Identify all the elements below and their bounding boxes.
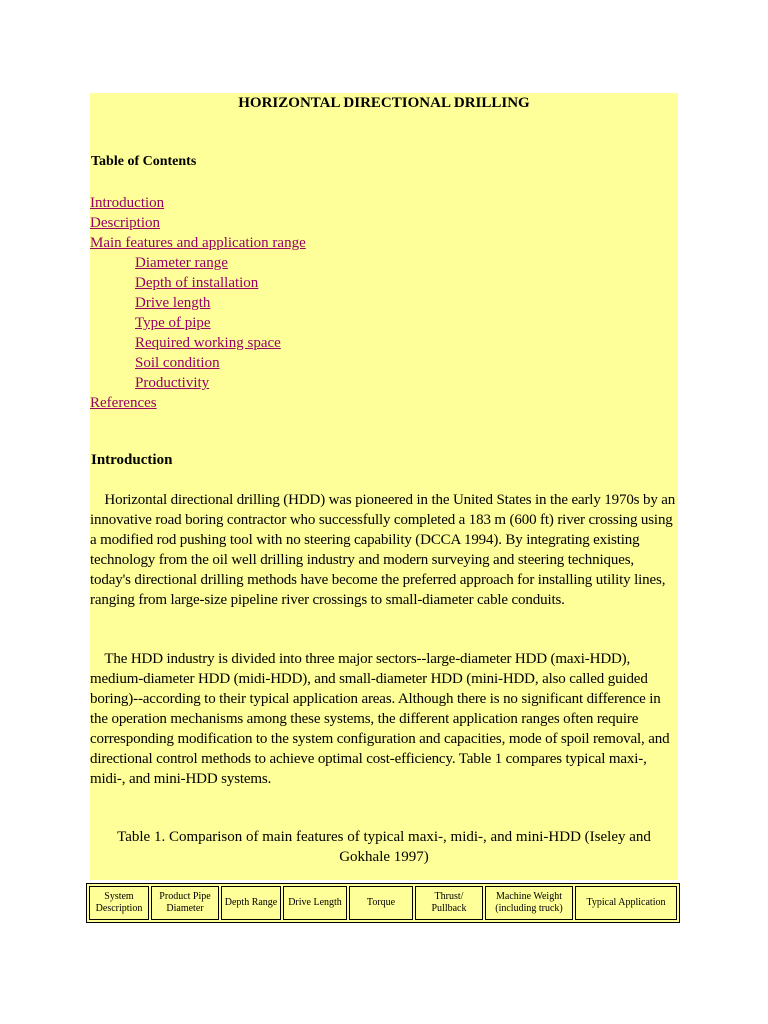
table-header-cell: Machine Weight (including truck) — [485, 886, 573, 920]
table-header-row — [89, 886, 677, 920]
document-page — [90, 93, 678, 880]
toc-link-drive-length[interactable]: Drive length — [135, 295, 211, 311]
paragraph-2-text: The HDD industry is divided into three major sectors--large-diameter HDD (maxi-HDD), medium-diameter HDD (midi-HDD), and small-diameter HDD (mini-HDD, also called guided boring)--according to their typical application areas. Although there is no significant difference in the operation mechanisms among these systems, the different application ranges often require corresponding modification to the system configuration and capacities, mode of spoil removal, and directional control methods to achieve optimal cost-efficiency. Table 1 compares typical maxi-, midi-, and mini-HDD systems. — [90, 651, 670, 787]
toc-link-depth-of-installation[interactable]: Depth of installation — [135, 275, 259, 291]
page-title: HORIZONTAL DIRECTIONAL DRILLING — [238, 95, 530, 111]
toc-link-introduction[interactable]: Introduction — [90, 195, 165, 211]
toc-link-main-features[interactable]: Main features and application range — [90, 235, 306, 251]
table-caption: Table 1. Comparison of main features of typical maxi-, midi-, and mini-HDD (Iseley and Gokhale 1997) — [117, 829, 651, 865]
table-header-cell: Thrust/ Pullback — [415, 886, 483, 920]
toc-link-productivity[interactable]: Productivity — [135, 375, 210, 391]
toc-link-soil-condition[interactable]: Soil condition — [135, 355, 220, 371]
comparison-table — [86, 883, 680, 923]
toc-link-required-working-space[interactable]: Required working space — [135, 335, 281, 351]
toc-link-references[interactable]: References — [90, 395, 157, 411]
toc-link-description[interactable]: Description — [90, 215, 160, 231]
table-header-cell: Torque — [349, 886, 413, 920]
table-header-cell: Drive Length — [283, 886, 347, 920]
table-header-cell: Product Pipe Diameter — [151, 886, 219, 920]
table-header-cell: Typical Application — [575, 886, 677, 920]
section-heading-introduction: Introduction — [91, 452, 173, 468]
paragraph-1-text: Horizontal directional drilling (HDD) was pioneered in the United States in the early 1970s by an innovative road boring contractor who successfully completed a 183 m (600 ft) river crossing using a modified rod pushing tool with no steering capability (DCCA 1994). By integrating existing technology from the oil well drilling industry and modern surveying and steering techniques, today's directional drilling methods have become the preferred approach for installing utility lines, ranging from large-size pipeline river crossings to small-diameter cable conduits. — [90, 492, 676, 608]
table-of-contents — [90, 193, 306, 413]
toc-link-type-of-pipe[interactable]: Type of pipe — [135, 315, 211, 331]
table-header-cell: Depth Range — [221, 886, 281, 920]
toc-heading: Table of Contents — [91, 154, 197, 169]
paragraph-1 — [90, 490, 678, 610]
table-header-cell: System Description — [89, 886, 149, 920]
paragraph-2 — [90, 649, 678, 789]
toc-link-diameter-range[interactable]: Diameter range — [135, 255, 228, 271]
